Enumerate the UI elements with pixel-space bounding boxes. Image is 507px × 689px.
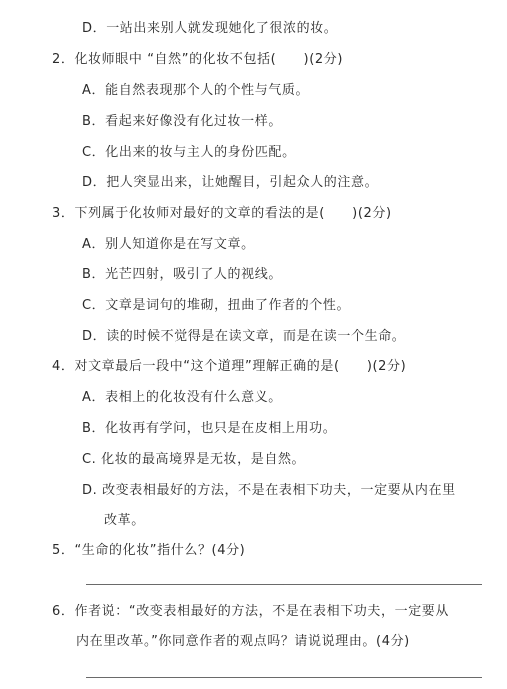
q3-option-d: D．读的时候不觉得是在读文章，而是在读一个生命。: [82, 329, 406, 344]
q2-stem: 2．化妆师眼中 “自然”的化妆不包括( )(2分): [52, 52, 344, 67]
q2-option-d: D．把人突显出来，让她醒目，引起众人的注意。: [82, 175, 379, 190]
q4-option-b: B．化妆再有学问，也只是在皮相上用功。: [82, 421, 337, 436]
q4-option-d: D. 改变表相最好的方法，不是在表相下功夫，一定要从内在里: [82, 483, 456, 498]
q4-stem: 4．对文章最后一段中“这个道理”理解正确的是( )(2分): [52, 359, 407, 374]
q6-stem-line1: 6．作者说：“改变表相最好的方法，不是在表相下功夫，一定要从: [52, 604, 450, 619]
q3-option-b: B．光芒四射，吸引了人的视线。: [82, 267, 282, 282]
q2-option-c: C．化出来的妆与主人的身份匹配。: [82, 145, 296, 160]
q4-option-c: C. 化妆的最高境界是无妆，是自然。: [82, 452, 306, 467]
q3-option-c: C．文章是词句的堆砌，扭曲了作者的个性。: [82, 298, 351, 313]
q3-stem: 3．下列属于化妆师对最好的文章的看法的是( )(2分): [52, 206, 392, 221]
q2-option-a: A．能自然表现那个人的个性与气质。: [82, 83, 310, 98]
q3-option-a: A．别人知道你是在写文章。: [82, 237, 255, 252]
q2-option-b: B．看起来好像没有化过妆一样。: [82, 114, 282, 129]
q4-option-d-continuation: 改革。: [104, 513, 145, 528]
q1-option-d: D．一站出来别人就发现她化了很浓的妆。: [82, 21, 338, 36]
q4-option-a: A．表相上的化妆没有什么意义。: [82, 390, 282, 405]
q6-answer-line[interactable]: [86, 677, 482, 678]
q5-answer-line[interactable]: [86, 584, 482, 585]
q6-stem-line2: 内在里改革。”你同意作者的观点吗？请说说理由。(4分): [76, 634, 410, 649]
q5-stem: 5．“生命的化妆”指什么？(4分): [52, 543, 246, 558]
